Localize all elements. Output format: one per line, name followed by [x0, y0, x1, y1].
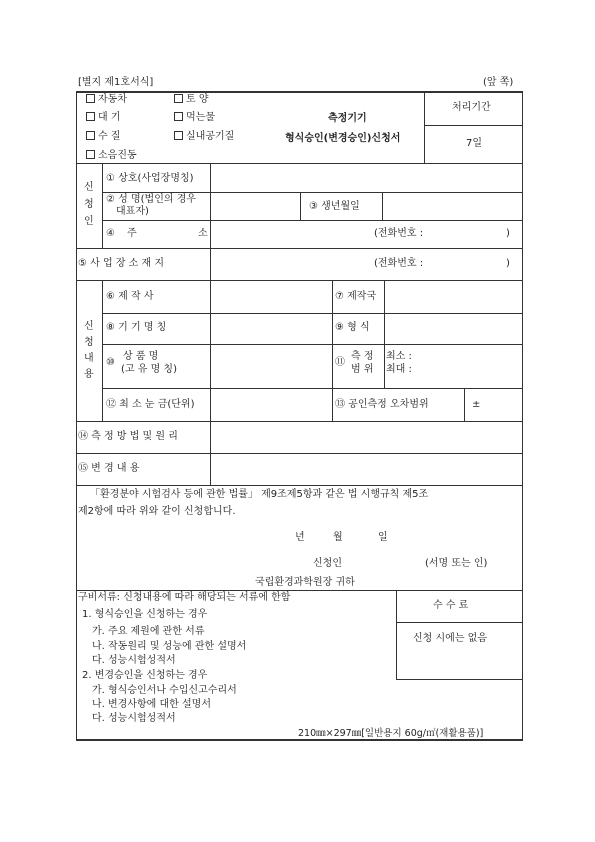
documents-title: 구비서류: 신청내용에 따라 해당되는 서류에 한함 — [78, 592, 291, 603]
method-label: ⑭ 측 정 방 법 및 원 리 — [78, 431, 178, 442]
fee-value: 신청 시에는 없음 — [413, 633, 487, 644]
page-side: (앞 쪽) — [483, 77, 514, 88]
business-location-field[interactable] — [211, 249, 371, 280]
documents-item: 나. 작동원리 및 성능에 관한 설명서 — [92, 641, 247, 652]
applicant-group-label-1: 신 — [84, 182, 94, 193]
form-title-line1: 측정기기 — [328, 113, 367, 124]
content-group-label-1: 신 — [84, 321, 94, 332]
checkbox-icon[interactable] — [174, 94, 183, 103]
device-name-field[interactable] — [211, 314, 331, 344]
company-name-field[interactable] — [211, 164, 521, 192]
address-phone-close: ) — [506, 228, 510, 239]
documents-item: 2. 변경승인을 신청하는 경우 — [82, 670, 208, 681]
applicant-sign-label: 신청인 — [313, 558, 342, 569]
top-border — [76, 91, 522, 93]
address-label-2: 소 — [198, 228, 208, 239]
tolerance-field[interactable] — [482, 389, 521, 421]
plus-minus-sign: ± — [472, 399, 481, 410]
fee-label: 수 수 료 — [433, 600, 469, 611]
date-day-label: 일 — [378, 532, 388, 543]
processing-divider — [424, 91, 425, 164]
statement-line1: 「환경분야 시험검사 등에 관한 법률」 제9조제5항과 같은 법 시행규칙 제5조 — [90, 489, 429, 500]
tolerance-label: ⑬ 공인측정 오차범위 — [335, 399, 429, 410]
business-location-label: ⑤ 사 업 장 소 재 지 — [78, 258, 164, 269]
model-label: ⑨ 형 식 — [335, 322, 370, 333]
checkbox-icon[interactable] — [86, 112, 95, 121]
statement-line2: 제2항에 따라 위와 같이 신청합니다. — [78, 506, 236, 517]
date-year-label: 년 — [295, 532, 305, 543]
method-field[interactable] — [211, 422, 521, 453]
checkbox-option-air[interactable]: 대 기 — [86, 112, 121, 124]
signature-note: (서명 또는 인) — [425, 558, 488, 569]
documents-item: 다. 성능시험성적서 — [92, 655, 176, 666]
applicant-sign-field[interactable] — [350, 554, 420, 572]
country-field[interactable] — [385, 281, 521, 313]
checkbox-option-car[interactable]: 자동차 — [86, 94, 127, 106]
checkbox-option-soil[interactable]: 토 양 — [174, 94, 209, 106]
min-scale-field[interactable] — [211, 389, 331, 421]
range-label-1: 측 정 — [351, 351, 374, 362]
applicant-group-label-2: 청 — [84, 199, 94, 210]
range-field[interactable] — [420, 345, 521, 388]
birthdate-label: ③ 생년월일 — [309, 201, 360, 212]
product-name-label: 상 품 명 — [123, 351, 159, 362]
business-phone-close: ) — [506, 258, 510, 269]
checkbox-icon[interactable] — [86, 150, 95, 159]
range-number: ⑪ — [335, 357, 345, 368]
recipient: 국립환경과학원장 귀하 — [255, 577, 355, 588]
representative-field[interactable] — [211, 193, 299, 220]
checkbox-option-water[interactable]: 수 질 — [86, 131, 121, 143]
change-label: ⑮ 변 경 내 용 — [78, 463, 140, 474]
address-number: ④ — [106, 228, 115, 239]
checkbox-icon[interactable] — [174, 131, 183, 140]
representative-label-2: 대표자) — [116, 206, 149, 217]
right-border — [522, 91, 523, 740]
documents-item: 1. 형식승인을 신청하는 경우 — [82, 609, 208, 620]
applicant-group-label-3: 인 — [84, 216, 94, 227]
checkbox-option-noise[interactable]: 소음진동 — [86, 150, 137, 162]
product-name-field[interactable] — [211, 345, 331, 388]
device-name-label: ⑧ 기 기 명 칭 — [106, 322, 167, 333]
address-phone-label: (전화번호 : — [374, 228, 424, 239]
checkbox-icon[interactable] — [86, 94, 95, 103]
processing-value: 7일 — [466, 138, 483, 149]
manufacturer-label: ⑥ 제 작 사 — [106, 291, 154, 302]
documents-item: 가. 형식승인서나 수입신고수리서 — [92, 685, 237, 696]
content-group-label-3: 내 — [84, 353, 94, 364]
birthdate-field[interactable] — [383, 193, 521, 220]
model-field[interactable] — [385, 314, 521, 344]
form-title-line2: 형식승인(변경승인)신청서 — [285, 133, 401, 144]
checkbox-icon[interactable] — [86, 131, 95, 140]
left-border — [76, 91, 77, 740]
paper-spec: 210㎜×297㎜[일반용지 60g/㎡(재활용품)] — [298, 728, 484, 739]
form-number: [별지 제1호서식] — [78, 77, 154, 88]
content-group-label-4: 용 — [84, 369, 94, 380]
unique-name-label: (고 유 명 칭) — [121, 364, 177, 375]
country-label: ⑦ 제작국 — [335, 291, 377, 302]
representative-label-1: ② 성 명(법인의 경우 — [106, 194, 197, 205]
company-name-label: ① 상호(사업장명칭) — [106, 173, 194, 184]
change-field[interactable] — [211, 454, 521, 485]
checkbox-option-drinking-water[interactable]: 먹는물 — [174, 112, 215, 124]
date-month-label: 월 — [333, 532, 343, 543]
address-field[interactable] — [211, 221, 371, 248]
documents-item: 다. 성능시험성적서 — [92, 713, 176, 724]
range-label-2: 범 위 — [351, 364, 374, 375]
range-max-label: 최대 : — [386, 364, 412, 375]
range-min-label: 최소 : — [386, 351, 412, 362]
address-label-1: 주 — [127, 228, 137, 239]
business-phone-label: (전화번호 : — [374, 258, 424, 269]
min-scale-label: ⑫ 최 소 눈 금(단위) — [106, 399, 195, 410]
documents-item: 나. 변경사항에 대한 설명서 — [92, 699, 211, 710]
checkbox-option-indoor-air[interactable]: 실내공기질 — [174, 131, 234, 143]
documents-item: 가. 주요 제원에 관한 서류 — [92, 626, 205, 637]
processing-label: 처리기간 — [452, 102, 491, 113]
product-number: ⑩ — [106, 357, 115, 368]
checkbox-icon[interactable] — [174, 112, 183, 121]
manufacturer-field[interactable] — [211, 281, 331, 313]
content-group-label-2: 청 — [84, 337, 94, 348]
